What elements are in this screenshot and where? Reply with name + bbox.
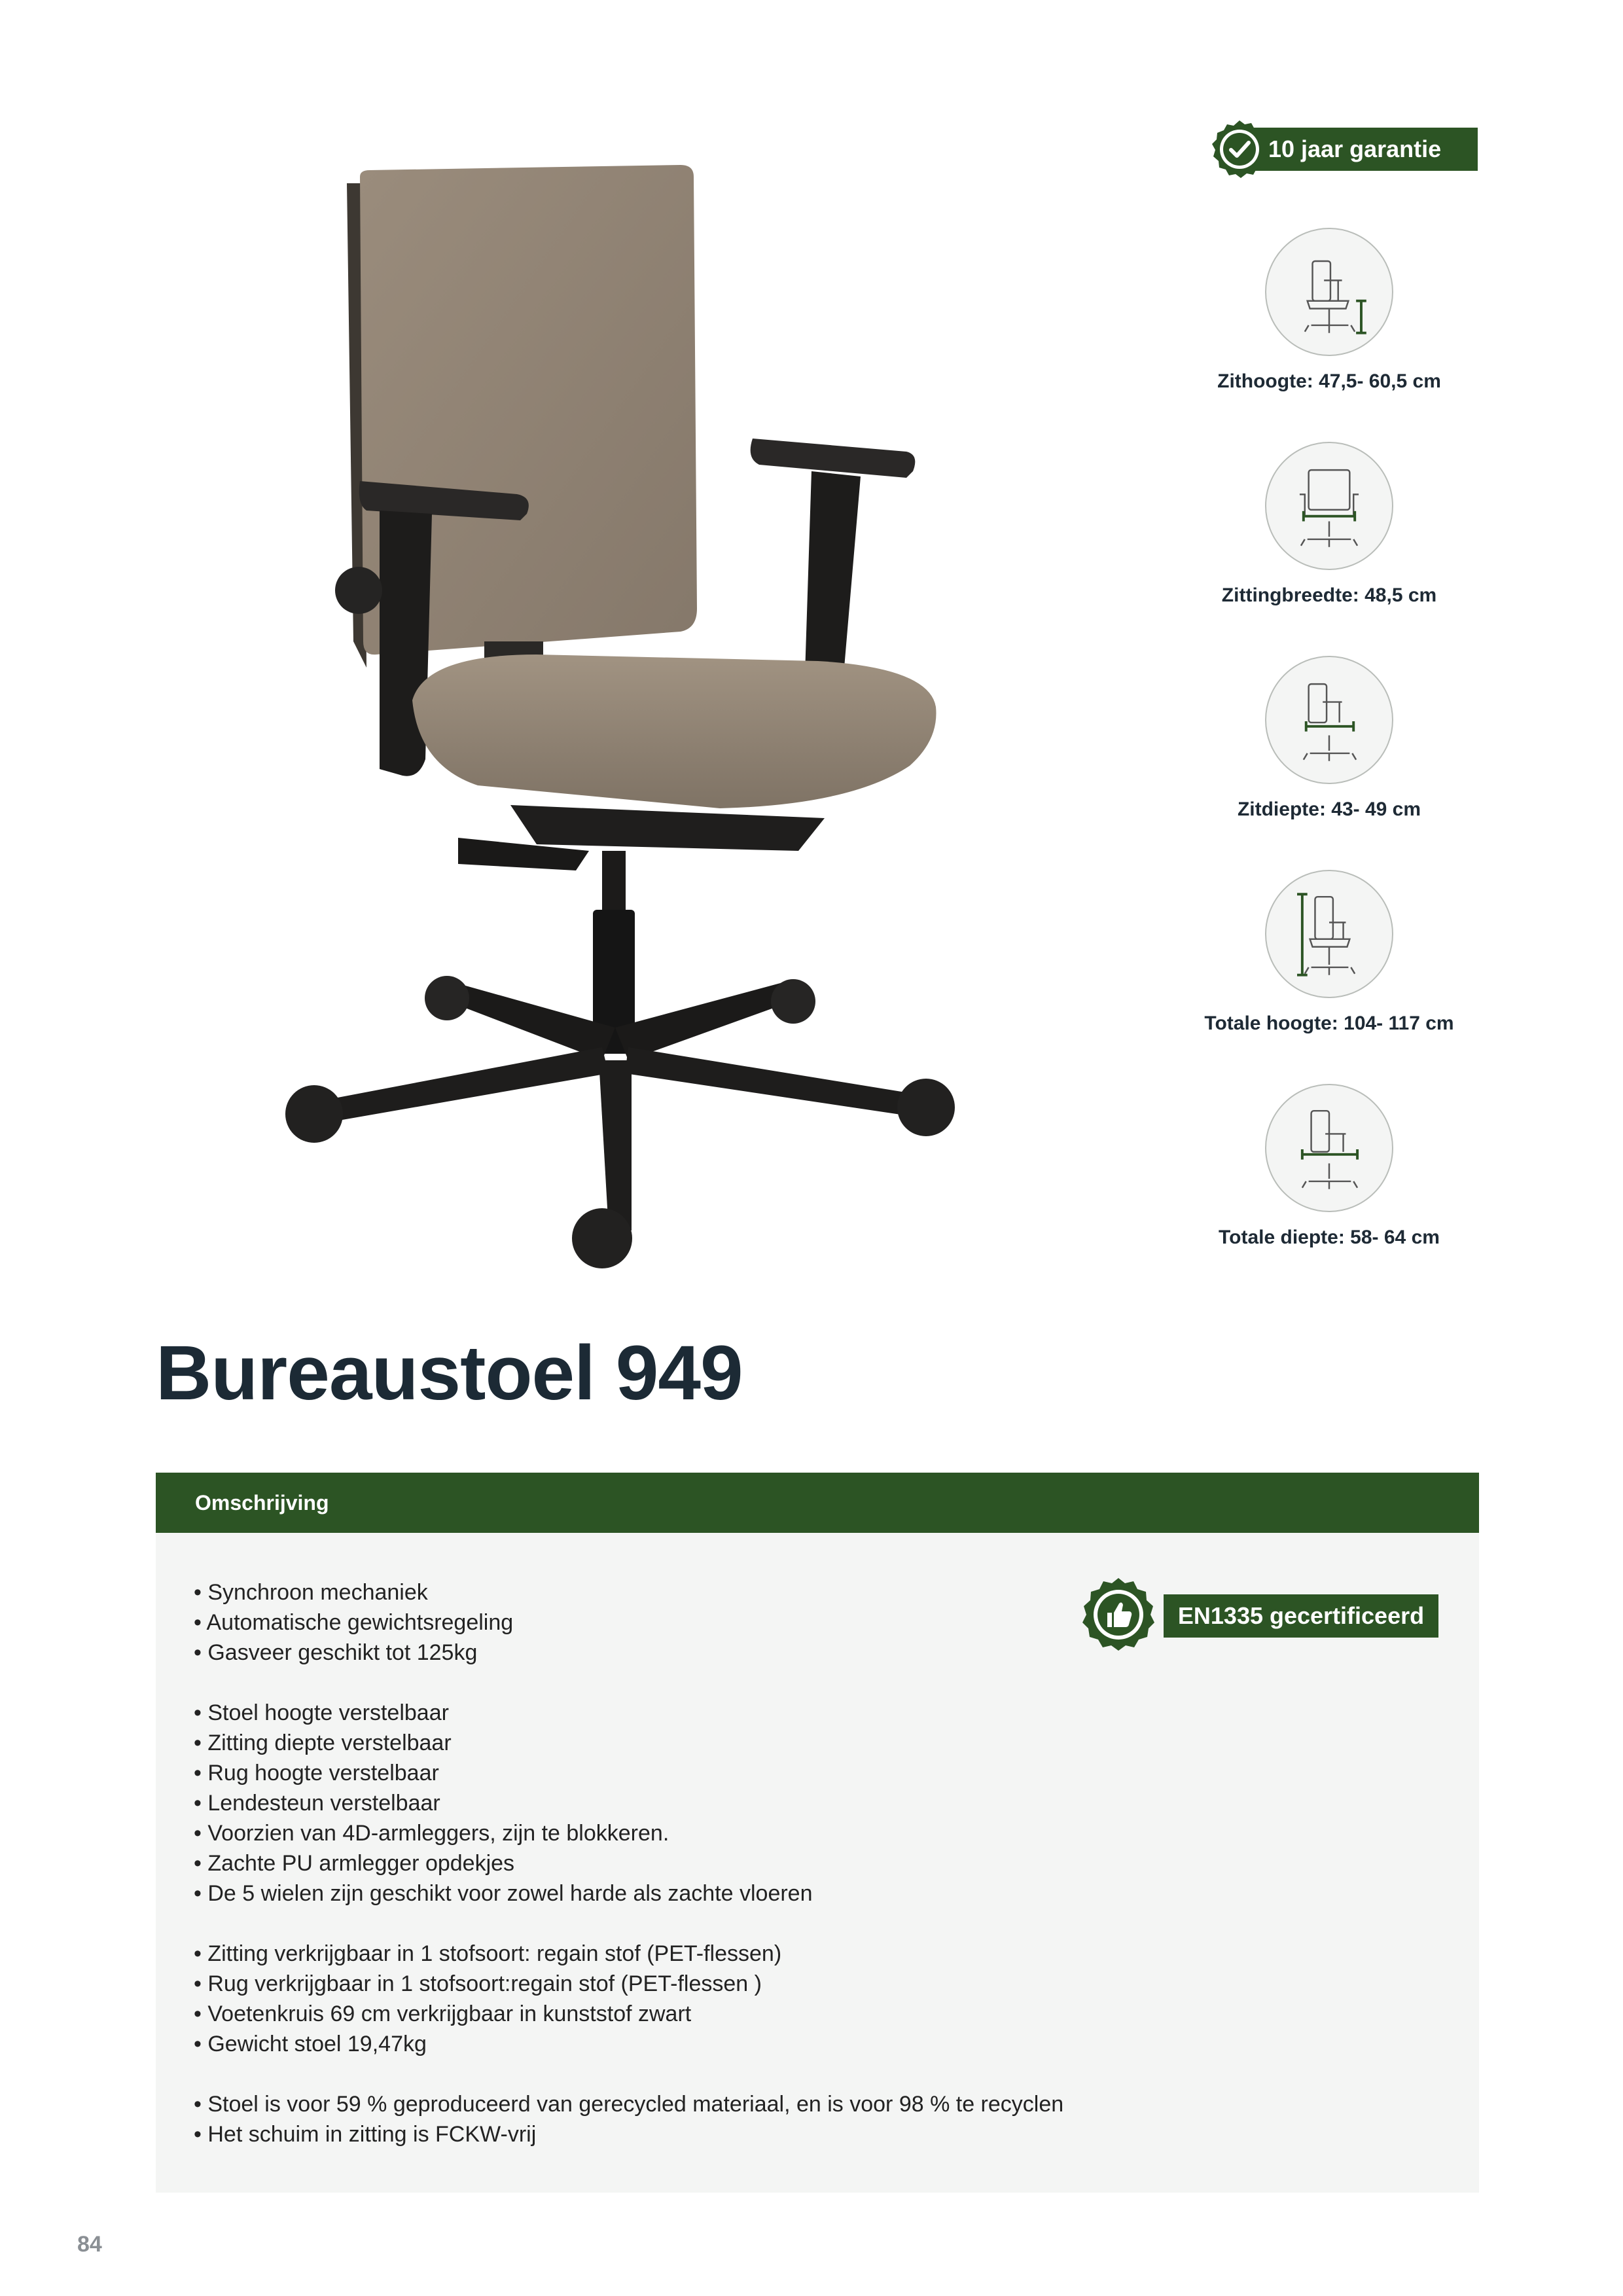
description-header-label: Omschrijving [195, 1491, 329, 1515]
list-item: • Stoel is voor 59 % geproduceerd van gerecycled materiaal, en is voor 98 % te recyclen [194, 2089, 1063, 2119]
spec-label-total-depth: Totale diepte: 58- 64 cm [1219, 1227, 1440, 1248]
chair-seat-depth-icon [1265, 656, 1393, 784]
product-chair-image [262, 157, 982, 1270]
chair-total-height-icon [1265, 870, 1393, 998]
list-item: • Rug verkrijgbaar in 1 stofsoort:regain stof (PET-flessen ) [194, 1969, 781, 1999]
product-title: Bureaustoel 949 [156, 1330, 743, 1416]
certification-badge [1080, 1576, 1446, 1655]
list-item: • Zitting diepte verstelbaar [194, 1728, 813, 1758]
list-item: • Gewicht stoel 19,47kg [194, 2029, 781, 2059]
list-item: • Voetenkruis 69 cm verkrijgbaar in kunststof zwart [194, 1999, 781, 2029]
feature-list-group-4 [194, 2089, 1063, 2149]
list-item: • Automatische gewichtsregeling [194, 1607, 513, 1638]
chair-seat-height-icon [1265, 228, 1393, 356]
list-item: • Gasveer geschikt tot 125kg [194, 1638, 513, 1668]
certification-label: EN1335 gecertificeerd [1164, 1594, 1438, 1638]
list-item: • Synchroon mechaniek [194, 1577, 513, 1607]
list-item: • Het schuim in zitting is FCKW-vrij [194, 2119, 1063, 2149]
spec-label-seat-depth: Zitdiepte: 43- 49 cm [1237, 798, 1421, 820]
description-header [156, 1473, 1479, 1533]
list-item: • De 5 wielen zijn geschikt voor zowel harde als zachte vloeren [194, 1878, 813, 1909]
list-item: • Lendesteun verstelbaar [194, 1788, 813, 1818]
chair-total-depth-icon [1265, 1084, 1393, 1212]
warranty-label: 10 jaar garantie [1268, 135, 1442, 162]
feature-list-group-1 [194, 1577, 513, 1668]
checkmark-seal-icon [1209, 119, 1270, 179]
list-item: • Zitting verkrijgbaar in 1 stofsoort: regain stof (PET-flessen) [194, 1939, 781, 1969]
warranty-badge [1209, 119, 1478, 179]
list-item: • Stoel hoogte verstelbaar [194, 1698, 813, 1728]
list-item: • Voorzien van 4D-armleggers, zijn te blokkeren. [194, 1818, 813, 1848]
feature-list-group-3 [194, 1939, 781, 2059]
list-item: • Rug hoogte verstelbaar [194, 1758, 813, 1788]
list-item: • Zachte PU armlegger opdekjes [194, 1848, 813, 1878]
thumbs-up-seal-icon [1080, 1576, 1157, 1653]
spec-label-seat-width: Zittingbreedte: 48,5 cm [1221, 584, 1437, 606]
spec-label-seat-height: Zithoogte: 47,5- 60,5 cm [1217, 370, 1441, 392]
feature-list-group-2 [194, 1698, 813, 1909]
chair-seat-width-icon [1265, 442, 1393, 570]
spec-label-total-height: Totale hoogte: 104- 117 cm [1204, 1013, 1454, 1034]
page-number: 84 [77, 2232, 102, 2257]
